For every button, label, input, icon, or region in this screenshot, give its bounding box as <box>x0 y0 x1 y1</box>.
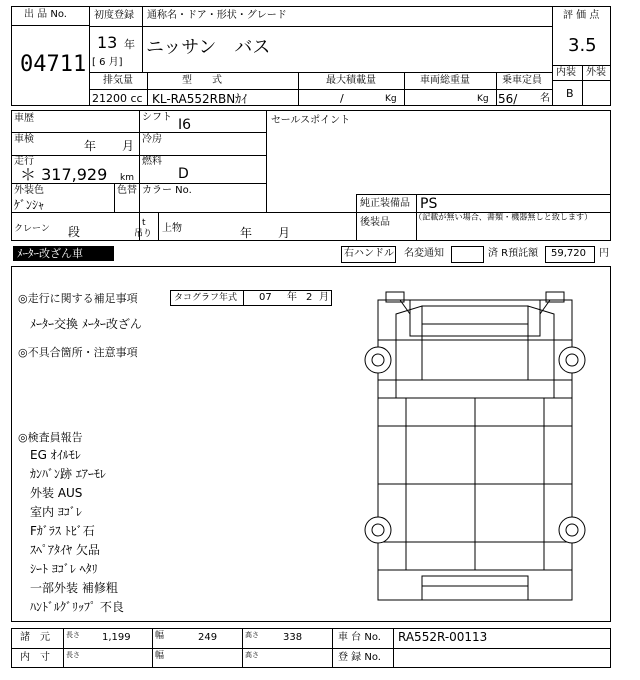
capacity-value: 56/ <box>498 92 518 106</box>
inspection-month-unit: 月 <box>122 139 135 153</box>
upper-label: 上物 <box>162 223 182 234</box>
width-label-2: 幅 <box>155 651 165 661</box>
running-note: ﾒｰﾀｰ交換 ﾒｰﾀｰ改ざん <box>30 317 142 331</box>
interior-grade-value: B <box>566 87 574 100</box>
inspector-note: ｼｰﾄ ﾖｺﾞﾚ ﾍﾀﾘ <box>30 562 98 576</box>
tacho-month: 2 <box>306 292 313 303</box>
inspector-title: ◎検査員報告 <box>18 431 83 444</box>
width-value: 249 <box>198 632 218 643</box>
model-label: 通称名・ドア・形状・グレード <box>147 10 287 21</box>
shift-label: シフト <box>142 112 172 123</box>
length-value: 1,199 <box>102 632 131 643</box>
displacement-value: 21200 cc <box>92 92 143 105</box>
upper-year-unit: 年 <box>240 226 253 240</box>
inspector-note: Fｶﾞﾗｽ ﾄﾋﾞ石 <box>30 524 95 538</box>
equipment-label: 純正装備品 <box>360 198 410 209</box>
capacity-unit: 名 <box>540 93 550 104</box>
crane-ton-bottom: 吊り <box>134 229 153 239</box>
inspector-note: ｽﾍﾟｱﾀｲﾔ 欠品 <box>30 543 100 557</box>
recycle-value: 59,720 <box>551 248 586 259</box>
max-load-label: 最大積載量 <box>326 75 376 86</box>
upper-month-unit: 月 <box>278 226 291 240</box>
mileage-label: 走行 <box>14 156 34 167</box>
score-label: 評 価 点 <box>563 10 600 21</box>
tacho-month-unit: 月 <box>319 292 329 303</box>
crane-ton-top: t <box>142 218 146 228</box>
name-change-box <box>451 246 484 263</box>
type-value: KL-RA552RBNｶｲ <box>152 92 248 106</box>
right-hand-label: 右ハンドル <box>344 248 394 259</box>
gross-weight-unit: Kg <box>477 94 489 104</box>
history-label: 車歴 <box>14 113 34 124</box>
tacho-year-unit: 年 <box>287 292 297 303</box>
first-reg-label: 初度登録 <box>94 10 134 21</box>
name-change-label: 名変通知 <box>404 248 444 259</box>
interior-grade-label: 内装 <box>556 67 576 78</box>
inspector-note: ﾊﾝﾄﾞﾙｸﾞﾘｯﾌﾟ 不良 <box>30 600 124 614</box>
inspector-notes <box>30 446 124 617</box>
length-label-2: 長さ <box>66 651 80 659</box>
capacity-label: 乗車定員 <box>502 75 542 86</box>
first-reg-year: 13 <box>97 33 118 52</box>
max-load-value: / <box>340 92 344 105</box>
interior-dims-label: 内 寸 <box>20 652 50 663</box>
recycle-unit: 円 <box>599 248 609 259</box>
width-label: 幅 <box>155 631 165 641</box>
first-reg-year-unit: 年 <box>124 38 135 51</box>
ac-label: 冷房 <box>142 134 162 145</box>
defects-title: ◎不具合箇所・注意事項 <box>18 346 138 359</box>
running-remarks-title: ◎走行に関する補足事項 <box>18 292 138 305</box>
tacho-year: 07 <box>259 292 272 303</box>
shift-value: I6 <box>178 117 192 133</box>
color-no-label: カラー No. <box>142 185 192 196</box>
height-label: 高さ <box>245 631 259 639</box>
meter-tampered-badge: ﾒｰﾀｰ改ざん車 <box>13 246 114 261</box>
header-block <box>11 6 611 106</box>
inspector-note: ｶﾝﾊﾞﾝ跡 ｴｱｰﾓﾚ <box>30 467 106 481</box>
vehicle-diagram <box>360 280 600 610</box>
first-reg-month: [ 6 月] <box>92 57 123 68</box>
lot-number: 04711 <box>20 52 87 77</box>
chassis-label: 車 台 No. <box>338 632 381 643</box>
lot-label: 出 品 No. <box>24 9 67 20</box>
dimensions-label: 諸 元 <box>20 632 50 643</box>
color-change-label: 色替 <box>117 185 137 196</box>
crane-step-unit: 段 <box>68 225 81 239</box>
exterior-grade-label: 外装 <box>586 67 606 78</box>
max-load-unit: Kg <box>385 94 397 104</box>
height-value: 338 <box>283 632 303 643</box>
color-label: 外装色 <box>14 185 44 196</box>
inspection-year-unit: 年 <box>84 139 97 153</box>
equipment-value: PS <box>420 196 438 212</box>
length-label: 長さ <box>66 631 80 639</box>
fuel-label: 燃料 <box>142 156 162 167</box>
gross-weight-label: 車両総重量 <box>420 75 470 86</box>
aftermarket-label: 後装品 <box>360 217 390 228</box>
registration-label: 登 録 No. <box>338 652 381 663</box>
score-value: 3.5 <box>568 35 597 56</box>
aftermarket-note: （記載が無い場合、書類・機器無しと致します） <box>414 213 593 223</box>
mileage-value: ＊ 317,929 <box>20 165 108 184</box>
color-value: ｹﾞﾝｼｬ <box>14 198 45 212</box>
inspector-note: 一部外装 補修粗 <box>30 581 118 595</box>
inspector-note: EG ｵｲﾙﾓﾚ <box>30 448 81 462</box>
height-label-2: 高さ <box>245 651 259 659</box>
sales-point-label: セールスポイント <box>271 115 351 126</box>
type-label: 型 式 <box>182 75 222 86</box>
inspector-note: 室内 ﾖｺﾞﾚ <box>30 505 82 519</box>
fuel-value: D <box>178 166 189 182</box>
mileage-unit: km <box>120 173 134 183</box>
recycle-label: 済 R預託額 <box>488 248 539 259</box>
chassis-value: RA552R-00113 <box>398 630 488 644</box>
inspector-note: 外装 AUS <box>30 486 83 500</box>
displacement-label: 排気量 <box>103 75 133 86</box>
car-name: ニッサン バス <box>146 37 271 58</box>
tacho-label: タコグラフ年式 <box>174 293 238 303</box>
inspection-label: 車検 <box>14 134 34 145</box>
crane-label: クレーン <box>14 224 50 234</box>
